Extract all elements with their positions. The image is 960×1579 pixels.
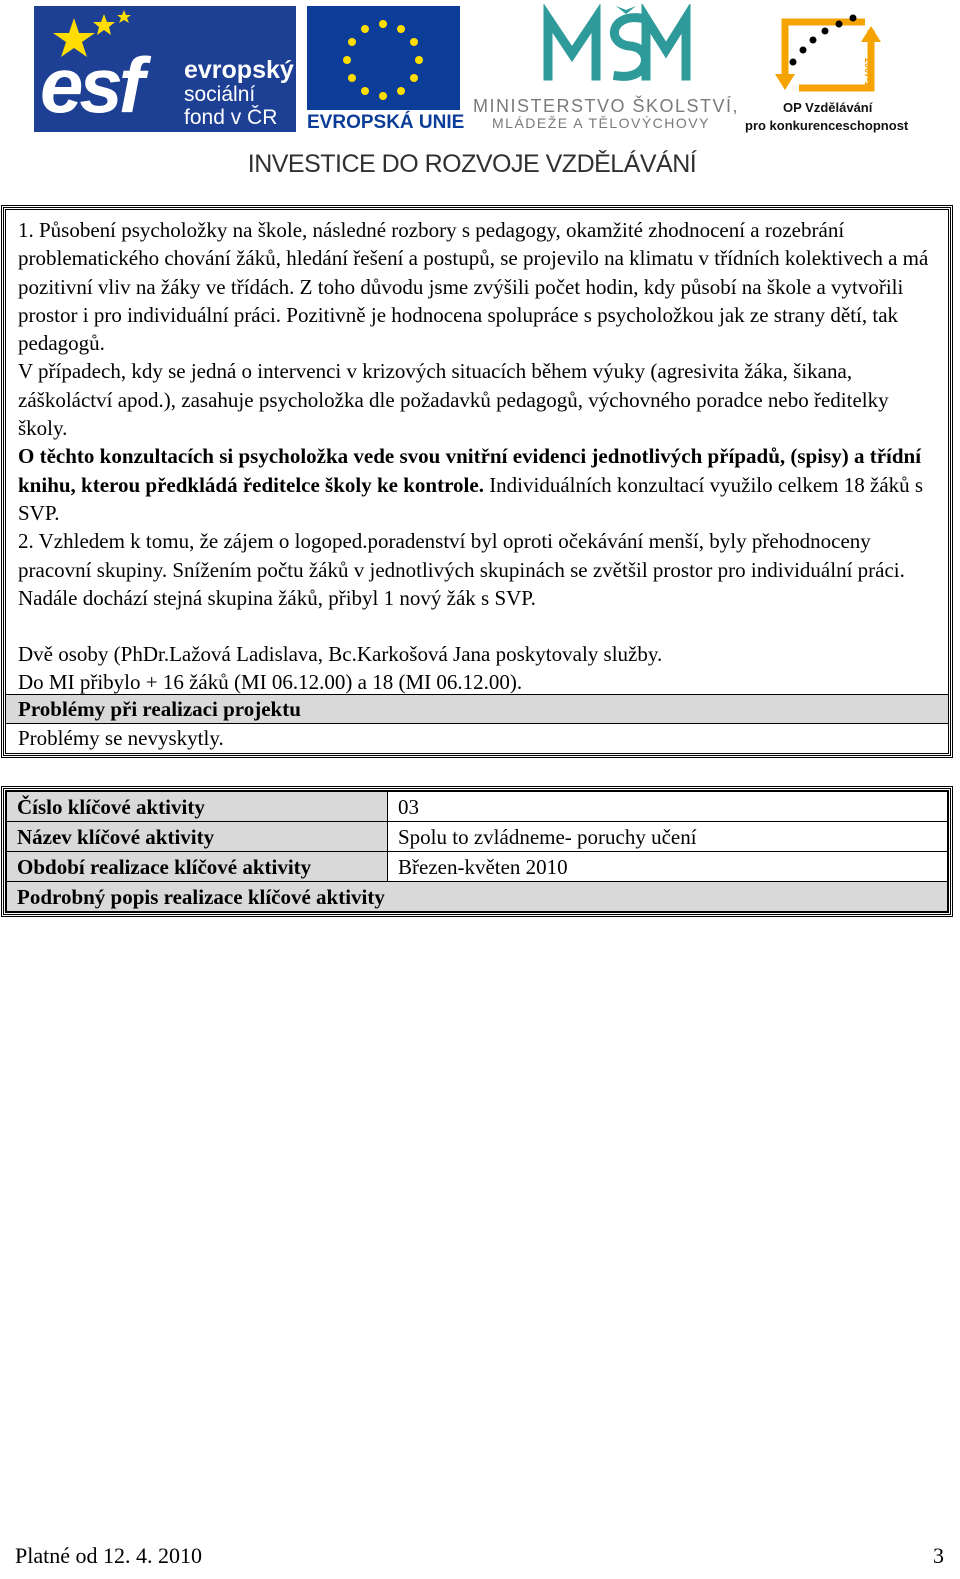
activity-report-text bbox=[18, 216, 938, 697]
report-text: Individuálních konzultací využilo celkem 18 žáků s SVP. bbox=[18, 472, 924, 525]
report-text: V případech, kdy se jedná o intervenci v krizových situacích během výuky (agresivita žáka, šikana, záškoláctví apod.), zasahuje psycholožka dle požadavků pedagogů, výchovného poradce nebo ředitelky školy. bbox=[18, 359, 889, 441]
report-paragraph bbox=[18, 357, 938, 442]
header-tagline: INVESTICE DO ROZVOJE VZDĚLÁVÁNÍ bbox=[247, 150, 697, 178]
table-row bbox=[7, 852, 948, 882]
key-activity-name-label: Název klíčové aktivity bbox=[7, 822, 388, 852]
key-activity-table bbox=[6, 791, 948, 912]
report-text-bold: O těchto konzultacích si psycholožka vede svou vnitřní evidenci jednotlivých případů, (spisy) a třídní knihu, kterou předkládá ředitelce školy ke kontrole. bbox=[18, 444, 922, 497]
table-row bbox=[7, 792, 948, 822]
eu-label: EVROPSKÁ UNIE bbox=[307, 112, 465, 133]
report-paragraph bbox=[18, 612, 938, 640]
esf-line3: fond v ČR bbox=[184, 106, 278, 129]
key-activity-period-value: Březen-květen 2010 bbox=[388, 852, 948, 882]
key-activity-description-heading: Podrobný popis realizace klíčové aktivity bbox=[7, 882, 948, 912]
problems-heading-row bbox=[6, 694, 948, 724]
key-activity-box bbox=[3, 788, 951, 915]
esf-logo bbox=[34, 6, 296, 132]
report-text: Do MI přibylo + 16 žáků (MI 06.12.00) a 18 (MI 06.12.00). bbox=[18, 670, 523, 695]
footer-page-number: 3 bbox=[933, 1543, 944, 1568]
op-line2: pro konkurenceschopnost bbox=[745, 118, 909, 133]
esf-line2: sociální bbox=[184, 83, 256, 106]
problems-text: Problémy se nevyskytly. bbox=[18, 726, 224, 750]
msmt-mark-icon bbox=[470, 4, 740, 94]
report-paragraph bbox=[18, 640, 938, 668]
op-logo bbox=[745, 4, 917, 134]
report-paragraph bbox=[18, 668, 938, 696]
report-paragraph bbox=[18, 442, 938, 527]
esf-line1: evropský bbox=[184, 56, 294, 84]
op-years: 2007-13 bbox=[863, 58, 873, 92]
msmt-line2: MLÁDEŽE A TĚLOVÝCHOVY bbox=[492, 115, 710, 131]
problems-text-row bbox=[6, 724, 948, 752]
msmt-logo bbox=[470, 4, 740, 132]
op-line1: OP Vzdělávání bbox=[783, 100, 873, 115]
key-activity-number-label: Číslo klíčové aktivity bbox=[7, 792, 388, 822]
key-activity-number-value: 03 bbox=[388, 792, 948, 822]
report-text: 1. Působení psycholožky na škole, následné rozbory s pedagogy, okamžité zhodnocení a rozebrání problematického chování žáků, hledání řešení a postupů, se projevilo na klimatu v třídních kolektivech a má pozitivní vliv na žáky ve třídách. Z toho důvodu jsme zvýšili počet hodin, kdy působí na škole a vytvořili prostor i pro individuální práci. Pozitivně je hodnocena spolupráce s psycholožkou jak ze strany dětí, tak pedagogů. bbox=[18, 218, 929, 356]
eu-logo bbox=[307, 6, 465, 133]
problems-heading: Problémy při realizaci projektu bbox=[18, 697, 301, 721]
footer-valid-from: Platné od 12. 4. 2010 bbox=[15, 1543, 202, 1568]
report-paragraph bbox=[18, 216, 938, 357]
report-text: 2. Vzhledem k tomu, že zájem o logoped.poradenství byl oproti očekávání menší, byly přehodnoceny pracovní skupiny. Snížením počtu žáků v jednotlivých skupinách se zvětšil prostor pro individuální práci. Nadále dochází stejná skupina žáků, přibyl 1 nový žák s SVP. bbox=[18, 529, 905, 610]
key-activity-period-label: Období realizace klíčové aktivity bbox=[7, 852, 388, 882]
report-paragraph bbox=[18, 527, 938, 612]
report-text: Dvě osoby (PhDr.Lažová Ladislava, Bc.Karkošová Jana poskytovaly služby. bbox=[18, 642, 663, 667]
table-row bbox=[7, 882, 948, 912]
esf-mark: esf bbox=[40, 41, 141, 129]
key-activity-name-value: Spolu to zvládneme- poruchy učení bbox=[388, 822, 948, 852]
op-arrows-icon bbox=[745, 4, 917, 104]
msmt-line1: MINISTERSTVO ŠKOLSTVÍ, bbox=[473, 96, 740, 116]
table-row bbox=[7, 822, 948, 852]
activity-report-box bbox=[3, 207, 951, 756]
header-logo-bar bbox=[0, 0, 960, 200]
